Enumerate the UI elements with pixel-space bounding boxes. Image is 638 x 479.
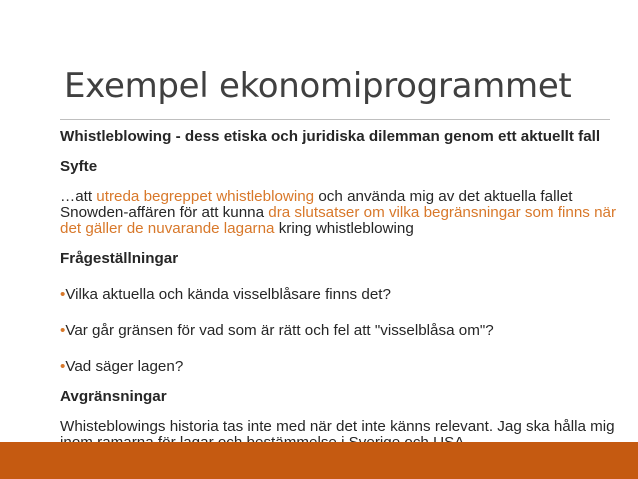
purpose-text-part2: och använda mig av det aktuella fallet Snowden-affären för att kunna	[60, 188, 573, 221]
question-text: Vad säger lagen?	[65, 358, 184, 375]
questions-label: Frågeställningar	[60, 250, 179, 267]
purpose-label: Syfte	[60, 158, 98, 175]
bullet-icon: •	[60, 322, 66, 339]
purpose-highlight-2: dra slutsatser om vilka begränsningar som finns när det gäller de nuvarande lagarna	[60, 204, 617, 237]
slide-title: Exempel ekonomiprogrammet	[64, 66, 572, 106]
footer-accent-bar	[0, 442, 638, 479]
title-divider	[60, 119, 610, 120]
purpose-text-part1: …att	[60, 188, 97, 205]
question-item	[60, 359, 626, 375]
question-text: Var går gränsen för vad som är rätt och fel att "visselblåsa om"?	[65, 322, 494, 339]
purpose-highlight-1: utreda begreppet whistleblowing	[96, 188, 315, 205]
purpose-text	[60, 189, 626, 237]
question-item	[60, 323, 626, 339]
purpose-text-part3: kring whistleblowing	[274, 220, 414, 237]
bullet-icon: •	[60, 358, 66, 375]
question-item	[60, 287, 626, 303]
slide-body	[60, 129, 626, 451]
question-text: Vilka aktuella och kända visselblåsare finns det?	[65, 286, 391, 303]
thesis-heading: Whistleblowing - dess etiska och juridiska dilemman genom ett aktuellt fall	[60, 128, 601, 145]
bullet-icon: •	[60, 286, 66, 303]
limits-label: Avgränsningar	[60, 388, 167, 405]
limits-text: Whisteblowings historia tas inte med när det inte känns relevant. Jag ska hålla mig	[60, 418, 615, 435]
